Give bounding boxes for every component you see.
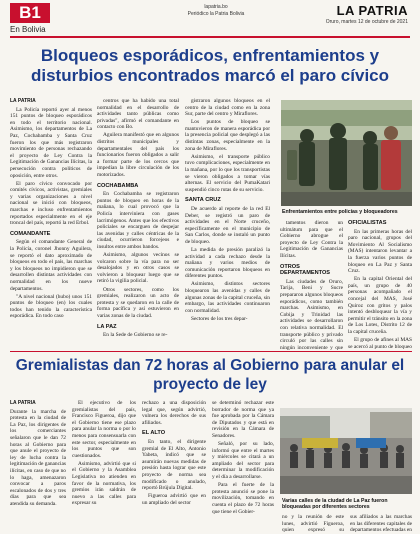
article-2-column-2 bbox=[72, 400, 136, 530]
newspaper-logo: LA PATRIA bbox=[336, 3, 408, 18]
article-2-headline: Gremialistas dan 72 horas al Gobierno para anular el proyecto de ley bbox=[15, 357, 405, 393]
subhead-santa-cruz: SANTA CRUZ bbox=[185, 197, 221, 204]
article-1-byline: LA PATRIA bbox=[10, 98, 36, 104]
article-2-photo bbox=[280, 408, 412, 494]
article-1-paragraph: centros que ha habido una total normalidad en el desarrollo de actividades tanto públicas como privadas", afirmó el comandante en contacto con Bo. bbox=[97, 98, 179, 131]
subhead-otros-departamentos: OTROS DEPARTAMENTOS bbox=[280, 263, 331, 277]
article-2-column-1 bbox=[10, 400, 66, 530]
section-name: En Bolivia bbox=[10, 25, 46, 34]
article-2-paragraph: Durante la marcha de protesta en la ciudad de La Paz, los dirigentes de los comerciantes señalaron que le dan 72 horas al Gobierno para que anule el proyecto de ley de lucha contra la legitimación de ganancias ilícitas, en caso de que no lo haga, amenazaron convocar a paros escalonados de dos y tres días para que sea atendida su demanda. bbox=[10, 408, 66, 507]
article-1-paragraph: "A nivel nacional (hubo) unos 151 puntos de bloqueo (en) los cuales todos han tenido la característica esporádica. En todo caso bbox=[10, 293, 92, 320]
issue-date: Oruro, martes 12 de octubre de 2021 bbox=[325, 19, 408, 25]
article-1-paragraph: Aguilera manifestó que en algunos distritos municipales y departamentales del país los funcionarios fueron obligados a salir a formar parte de los cercos que impedían la libre circulación de los motorizados. bbox=[97, 132, 179, 179]
article-2-column-3 bbox=[142, 400, 206, 530]
article-2-paragraph: no y la reunión de este lunes, advirtió Figueroa, quien expresó su bbox=[282, 514, 344, 534]
supplement-line-1: lapatria.bo bbox=[204, 4, 228, 10]
section-badge: B1 bbox=[10, 3, 50, 23]
article-1-paragraph: Asimismo, el transporte público tuvo complicaciones, especialmente en la mañana, por lo que los transportistas se vieron obligados a tomar vías alternas. El servicio del PumaKatari suspendió cinco rutas de su servicio. bbox=[185, 153, 270, 193]
article-1-column-1 bbox=[10, 98, 92, 350]
article-2-byline: LA PATRIA bbox=[10, 400, 36, 406]
article-2-paragraph: En tanto, el dirigente gremial de El Alto, Antonio Yabeta, indicó que se asumirán nuevas medidas de presión hasta lograr que este proyecto de norma sea modificado o anulado, reportó Brújula Digital. bbox=[142, 438, 206, 492]
article-1-paragraph: La Policía reportó ayer al menos 151 puntos de bloqueo esporádicos en todo el territorio nacional. Asimismo, los departamentos de La Paz, Cochabamba y Santa Cruz fueron los que más registraron movimiento de personas rechazando el proyecto de Ley Contra la Legitimación de Ganancias Ilícitas, la persecución contra políticos de oposición, entre otros. bbox=[10, 106, 92, 179]
article-1-column-3 bbox=[185, 98, 270, 350]
article-1-photo-caption: Enfrentamientos entre policías y bloqueadores bbox=[282, 209, 398, 215]
article-2-column-5 bbox=[282, 514, 344, 534]
article-2-paragraph: sus afiliados a las marchas en las diferentes capitales de departamentos efectuadas en bbox=[350, 514, 412, 534]
article-1-column-5 bbox=[348, 220, 412, 350]
article-1-paragraph: La medida de presión paralizó la actividad a cada rechazo desde la mañana y varios medios de comunicación reportaron bloqueos en diferentes puntos. bbox=[185, 246, 270, 280]
article-1-paragraph: Otros sectores, como los gremiales, realizaron un acto de protesta y se quedaron en la calle de forma pacífica y así estuvieron en varias zonas de la ciudad. bbox=[97, 286, 179, 319]
article-1-paragraph: Asimismo, algunos vecinos se volcaron sobre la vía para no ser desalojados y en otros casos se volvieron a bloquear luego que se retiró la vigilia policial. bbox=[97, 252, 179, 285]
article-1-paragraph: En Cochabamba se registraron puntos de bloqueo en horas de la mañana, lo cual provocó que la Policía interviniera con gases lacrimógenos. Antes que los efectivos policiales se encarguen de despejar las avenidas y calles céntricas de la ciudad, ocurrieron forcejeos e insultos entre ambos bandos. bbox=[97, 191, 179, 250]
subhead-comandante: COMANDANTE bbox=[10, 230, 51, 237]
article-1-paragraph: En la capital Oriental del país, un grupo de 40 personas acompañado el concejal del MAS, José Quiroz con gritos y palos intentó desbloquear la vía y permitir el tránsito en la zona de Los Lotes, Distrito 12 de la capital cruceña. bbox=[348, 276, 412, 335]
article-divider bbox=[10, 351, 412, 352]
article-1-paragraph: Sectores de los tres depar- bbox=[191, 315, 248, 322]
header-divider bbox=[10, 36, 410, 38]
article-1-column-4 bbox=[280, 220, 343, 350]
article-1-paragraph: En la Sede de Gobierno se re- bbox=[103, 332, 168, 339]
article-2-paragraph: rechazo a una disposición legal que, según advirtió, vulnera los derechos de sus afiliados. bbox=[142, 400, 206, 426]
article-2-paragraph: Para el fuerte de la protesta anunció se pone la movilización, tomando en cuenta el plazo de 72 horas que tiene el Gobier- bbox=[212, 482, 274, 515]
article-1-column-2 bbox=[97, 98, 179, 350]
article-1-paragraph: Las ciudades de Oruro, Tarija, Beni y Sucre prepararon algunos bloqueos esporádicos, como también marchas. Asimismo, en Cobija y Trinidad las actividades se desarrollaron con relativa normalidad. El transporte público y privado circuló por las calles sin ningún inconveniente y que bbox=[280, 278, 343, 350]
supplement-line-2: Periódico la Patria Bolivia bbox=[187, 11, 245, 17]
article-1-paragraph: Los puntos de bloqueo se mantuvieron de manera esporádica por la presencia policial que desplegó a las distintas zonas, especialmente en la zona de Miraflores. bbox=[185, 119, 270, 152]
article-2-paragraph: El ejecutivo de los gremialistas del país, Francisco Figueroa, dijo que el Gobierno tiene ese plazo para anular la norma o por lo menos para consensuarla con este sector, especialmente en los puntos que son cuestionados. bbox=[72, 400, 136, 459]
article-1-paragraph: En las primeras horas del paro nacional, grupos del Movimiento Al Socialismo (MAS) intentaron levantar a la fuerza varios puntos de bloqueo en La Paz y Santa Cruz. bbox=[348, 228, 412, 275]
article-1-paragraph: El grupo de afines al MAS se acercó al punto de bloqueo bbox=[348, 337, 412, 350]
blocked-street-photo-illustration bbox=[280, 408, 412, 494]
article-2-paragraph: Figueroa advirtió que en un ampliado del sector bbox=[142, 493, 206, 506]
article-2-column-6 bbox=[350, 514, 412, 534]
subhead-oficialistas: OFICIALISTAS bbox=[348, 220, 387, 226]
subhead-el-alto: EL ALTO bbox=[142, 430, 166, 437]
article-2-photo-caption: Varias calles de la ciudad de La Paz fueron bloqueadas por diferentes sectores bbox=[282, 498, 388, 511]
article-1-paragraph: Según el comandante General de la Policía, coronel Jhonny Aguilera, se reportó el dato aproximado de bloqueos en todo el país, las marchas y los bloqueos no impidieron que se desarrollen distintas actividades con normalidad en los nueve departamentos. bbox=[10, 239, 92, 292]
article-2-column-4 bbox=[212, 400, 274, 530]
subhead-la-paz: LA PAZ bbox=[97, 323, 117, 330]
supplement-info bbox=[166, 4, 266, 18]
article-2-paragraph: Asimismo, advirtió que si el Gobierno y la Asamblea Legislativa no atienden en favor de la normativa, los gremios irán saldrán de nuevo a las calles para expresar su bbox=[72, 460, 136, 507]
page-header bbox=[0, 0, 420, 40]
article-1-paragraph: El paro cívico convocado por comités cívicos, activistas, gremiales y varias organizaciones a nivel nacional se inició con bloqueos, marchas e incluso enfrentamientos reportados especialmente en el eje troncal del país, reportó la red Erbol. bbox=[10, 180, 92, 227]
article-2-paragraph: Señaló, por su lado, informó que entre el martes y miércoles se citará a un ampliado del sector para determinar la modificación y el día a desarrollarse. bbox=[212, 441, 274, 481]
subhead-cochabamba: COCHABAMBA bbox=[97, 182, 139, 189]
article-1-paragraph: Asimismo, distintos sectores bloquearon las avenidas y calles de algunas zonas de la capital cruceña, sin embargo, las actividades continuaron con normalidad. bbox=[185, 281, 270, 314]
article-1-paragraph: gistraron algunos bloqueos en el centro de la ciudad como en la zona Sur, parte del centro y Miraflores. bbox=[185, 98, 270, 118]
article-1-paragraph: tamentos dieron un ultimátum para que el Gobierno abrogue el proyecto de Ley Contra la Legitimación de Ganancias Ilícitas. bbox=[280, 220, 343, 259]
police-clash-photo-illustration bbox=[281, 100, 412, 206]
article-2-paragraph: se determinó rechazar este borrador de norma que ya fue aprobada por la Cámara de Diputados y que está en revisión en la Cámara de Senadores. bbox=[212, 400, 274, 439]
article-1-photo bbox=[281, 100, 412, 206]
article-1-headline: Bloqueos esporádicos, enfrentamientos y disturbios encontrados marcó el paro cívico bbox=[30, 46, 390, 85]
article-1-paragraph: De acuerdo al reporte de la red El Deber, se registró un paro de actividades en el Norte cruceño, específicamente en el municipio de San Carlos, donde se instaló un punto de bloqueo. bbox=[185, 205, 270, 245]
